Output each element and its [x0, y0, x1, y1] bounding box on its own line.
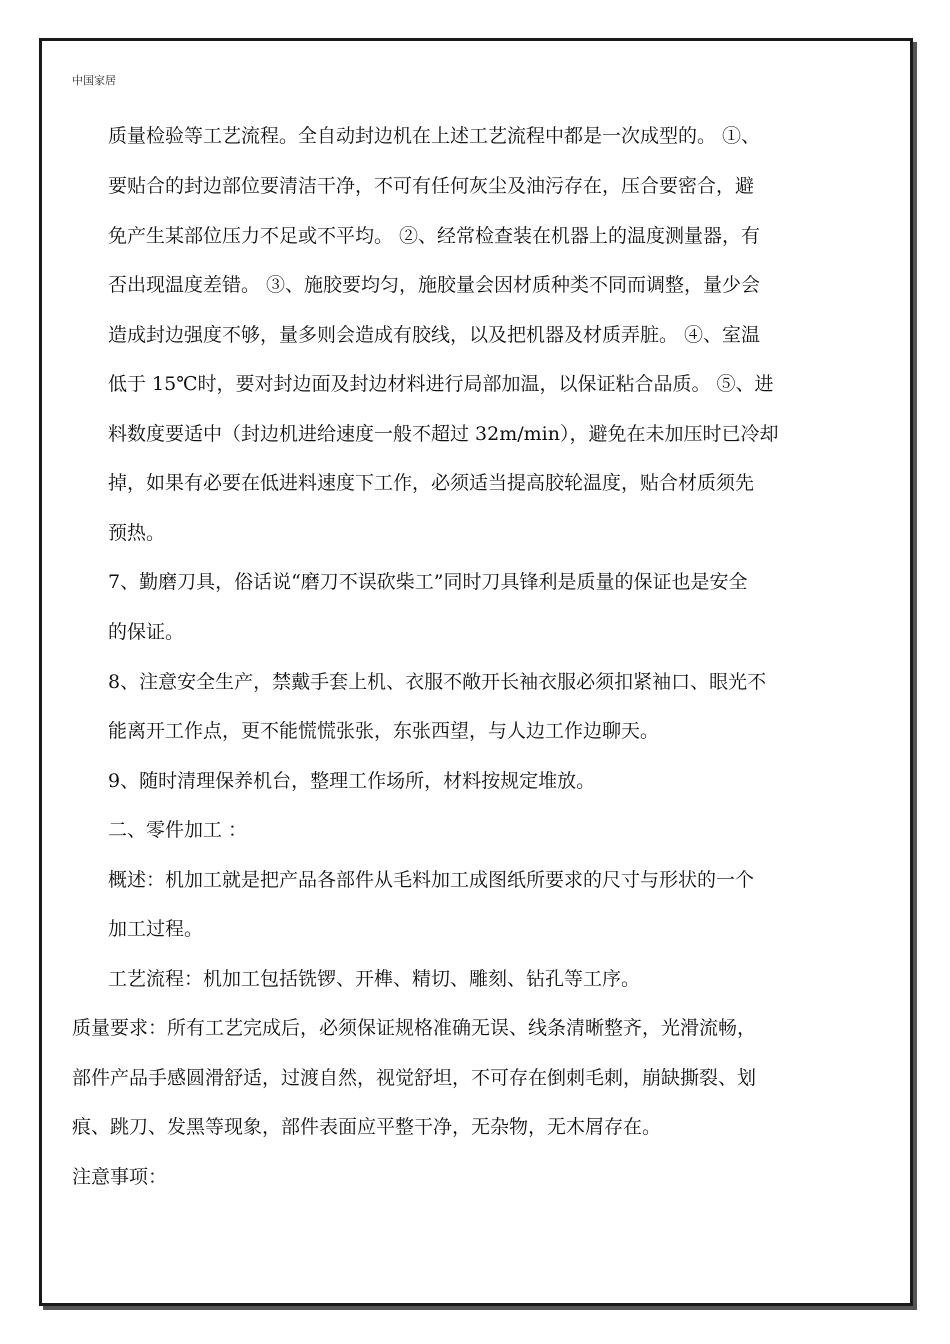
- paragraph-line: 低于 15℃时，要对封边面及封边材料进行局部加温，以保证粘合品质。 ⑤、进: [108, 373, 774, 395]
- process-line: 工艺流程：机加工包括铣锣、开榫、精切、雕刻、钻孔等工序。: [108, 968, 641, 990]
- paragraph-line: 痕、跳刀、发黑等现象，部件表面应平整干净，无杂物，无木屑存在。: [72, 1116, 662, 1138]
- paragraph-line: 免产生某部位压力不足或不平均。 ②、经常检查装在机器上的温度测量器，有: [108, 225, 761, 247]
- paragraph-line: 否出现温度差错。 ③、施胶要均匀，施胶量会因材质种类不同而调整，量少会: [108, 274, 761, 296]
- section-heading: 二、零件加工 ：: [108, 819, 248, 841]
- list-item-7: 7、勤磨刀具，俗话说“磨刀不误砍柴工”同时刀具锋利是质量的保证也是安全: [108, 571, 748, 593]
- paragraph-line: 要贴合的封边部位要清洁干净，不可有任何灰尘及油污存在，压合要密合，避: [108, 175, 755, 197]
- paragraph-line: 质量检验等工艺流程。全自动封边机在上述工艺流程中都是一次成型的。 ①、: [108, 125, 761, 147]
- paragraph-line: 的保证。: [108, 621, 185, 643]
- quality-line: 质量要求：所有工艺完成后，必须保证规格准确无误、线条清晰整齐，光滑流畅，: [72, 1017, 757, 1039]
- list-item-8: 8、注意安全生产，禁戴手套上机、衣服不敞开长袖衣服必须扣紧袖口、眼光不: [108, 671, 767, 693]
- paragraph-line: 料数度要适中（封边机进给速度一般不超过 32m/min），避免在未加压时已冷却: [108, 423, 779, 445]
- notes-heading: 注意事项：: [72, 1166, 168, 1188]
- page-header: 中国家居: [72, 74, 116, 87]
- paragraph-line: 加工过程。: [108, 918, 204, 940]
- paragraph-line: 预热。: [108, 522, 166, 544]
- paragraph-line: 造成封边强度不够，量多则会造成有胶线，以及把机器及材质弄脏。 ④、室温: [108, 324, 761, 346]
- paragraph-line: 部件产品手感圆滑舒适，过渡自然，视觉舒坦，不可存在倒刺毛刺，崩缺撕裂、划: [72, 1067, 757, 1089]
- paragraph-line: 能离开工作点，更不能慌慌张张，东张西望，与人边工作边聊天。: [108, 720, 660, 742]
- list-item-9: 9、随时清理保养机台，整理工作场所，材料按规定堆放。: [108, 770, 596, 792]
- overview-line: 概述：机加工就是把产品各部件从毛料加工成图纸所要求的尺寸与形状的一个: [108, 869, 755, 891]
- paragraph-line: 掉，如果有必要在低进料速度下工作，必须适当提高胶轮温度，贴合材质须先: [108, 472, 755, 494]
